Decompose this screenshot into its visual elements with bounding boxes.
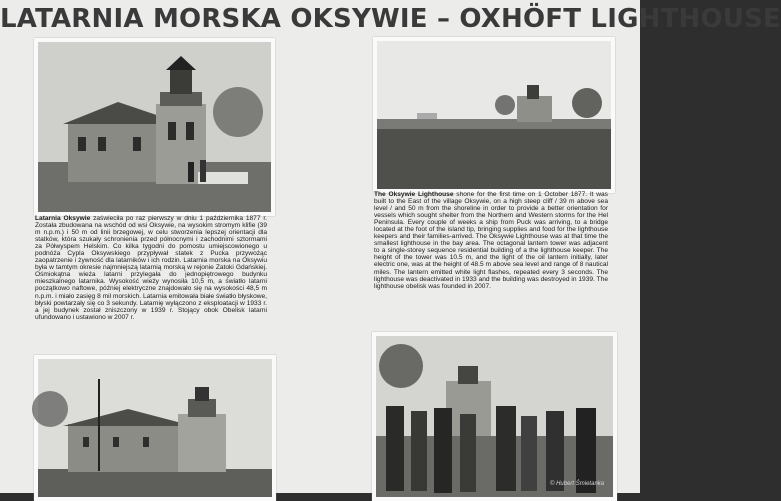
- polish-body: zaświeciła po raz pierwszy w dniu 1 października 1877 r. Została zbudowana na wschód od wsi Oksywie, na wysokim stromym klifie (39 m n.p.m.) i 50 m od linii brzegowej, w celu stworzenia lepszej orientacji dla statków, która szukały schronienia przed północnymi i zachodnimi sztormami za Półwyspem Helskim. Co kilka tygodni do pomostu umiejscowionego u podnóża Cypla Oksywskiego przypływał statek z Pucka przywożąc zaopatrzenie i żywność dla latarników i ich rodzin. Latarnia morska na Oksywiu była w tamtym okresie najmniejszą latarnią morską w rejonie Zatoki Gdańskiej. Ośmiokątna wieża latarni przylegała do jednopiętrowego budynku mieszkalnego latarnika. Wysokość wieży wynosiła 10,5 m, a światło latarni początkowo naftowe, później elektryczne znajdowało się na wysokości 48,5 m n.p.m. i miało zasięg 8 mil morskich. Latarnia emitowała białe światło błyskowe, błyski powtarzały się co 3 sekundy. Latarnię wyłączono z eksploatacji w 1933 r. a jej budynek został zniszczony w 1939 r. Stojący obok Obelisk latarni ufundowano i ustawiono w 2007 r.: [35, 215, 267, 321]
- board-title: LATARNIA MORSKA OKSYWIE – OXHÖFT LIGHTHOUSE: [0, 4, 781, 34]
- english-body: shone for the first time on 1 October 1877. It was built to the East of the village Oksywie, on a high steep cliff / 39 m above sea level / and 50 m from the shoreline in order to provide a better orientation for vessels which sought shelter from the Northern and Western storms for the Hel Peninsula. Every couple of weeks a ship from Puck was arriving, to a bridge located at the foot of the island tip, bringing supplies and food for the lighthouse keepers and their families-arrived. The Oksywie Lighthouse was at that time the smallest lighthouse in the bay area. The octagonal lantern tower was adjacent to a single-storey sequence residential building of a the lighthouse keeper. The height of the tower was 10.5 m, and the light of the oil lantern initially, later electric one, was at the height of 48.5 m above sea level and range of 8 nautical miles. The lantern emitted white light flashes, repeated every 3 seconds. The lighthouse was deactivated in 1933 and the building was destroyed in 1939. The lighthouse obelisk was founded in 2007.: [374, 191, 608, 290]
- polish-description: [35, 215, 267, 321]
- polish-lead: Latarnia Oksywie: [35, 215, 91, 222]
- photo-group-of-people: [372, 332, 617, 501]
- photo-lighthouse-1877: [34, 38, 275, 216]
- photo-lighthouse-buildings: [34, 355, 276, 501]
- photographer-watermark: © Hubert Śmietanka: [550, 481, 605, 487]
- english-description: [374, 191, 608, 290]
- photo-lighthouse-distant: [373, 37, 615, 193]
- english-lead: The Oksywie Lighthouse: [374, 191, 454, 198]
